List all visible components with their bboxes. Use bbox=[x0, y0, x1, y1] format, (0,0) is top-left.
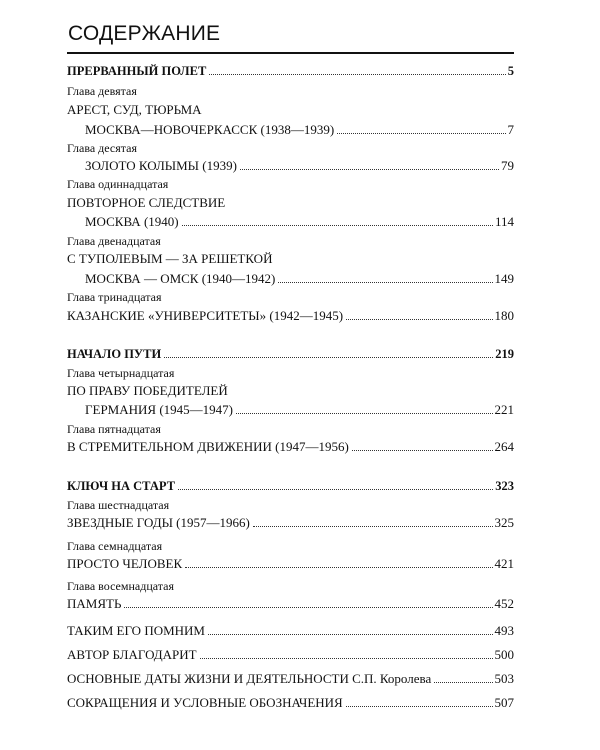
dot-leader bbox=[337, 132, 505, 134]
page-number: 114 bbox=[494, 214, 514, 229]
dot-leader bbox=[178, 488, 493, 490]
part-title: ПРЕРВАННЫЙ ПОЛЕТ bbox=[67, 64, 207, 78]
page-number: 180 bbox=[494, 308, 514, 323]
page-number: 325 bbox=[494, 515, 514, 530]
chapter-label: Глава пятнадцатая bbox=[67, 422, 161, 436]
page-number: 421 bbox=[494, 556, 514, 571]
entry-title: МОСКВА — ОМСК (1940—1942) bbox=[85, 271, 276, 286]
dot-leader bbox=[200, 657, 493, 659]
toc-entry[interactable] bbox=[67, 438, 514, 456]
toc-entry[interactable] bbox=[67, 622, 514, 640]
entry-title: МОСКВА (1940) bbox=[85, 214, 179, 229]
dot-leader bbox=[253, 525, 493, 527]
title-rule bbox=[67, 52, 514, 54]
dot-leader bbox=[124, 606, 492, 608]
toc-entry[interactable] bbox=[85, 157, 514, 175]
chapter-heading: АРЕСТ, СУД, ТЮРЬМА bbox=[67, 102, 202, 117]
chapter-label: Глава четырнадцатая bbox=[67, 366, 175, 380]
entry-title: В СТРЕМИТЕЛЬНОМ ДВИЖЕНИИ (1947—1956) bbox=[67, 439, 349, 454]
page-number: 507 bbox=[494, 695, 514, 710]
page-number: 5 bbox=[507, 64, 514, 78]
toc-entry[interactable] bbox=[85, 270, 514, 288]
part-title: НАЧАЛО ПУТИ bbox=[67, 347, 162, 361]
page-title: СОДЕРЖАНИЕ bbox=[68, 22, 221, 45]
entry-title: ЗОЛОТО КОЛЫМЫ (1939) bbox=[85, 158, 237, 173]
dot-leader bbox=[346, 705, 493, 707]
chapter-label: Глава тринадцатая bbox=[67, 290, 162, 304]
entry-title: СОКРАЩЕНИЯ И УСЛОВНЫЕ ОБОЗНАЧЕНИЯ bbox=[67, 695, 343, 710]
chapter-heading: ПОВТОРНОЕ СЛЕДСТВИЕ bbox=[67, 195, 226, 210]
chapter-label: Глава двенадцатая bbox=[67, 234, 161, 248]
entry-title: ЗВЕЗДНЫЕ ГОДЫ (1957—1966) bbox=[67, 515, 250, 530]
dot-leader bbox=[182, 224, 493, 226]
chapter-label: Глава девятая bbox=[67, 84, 137, 98]
chapter-label: Глава семнадцатая bbox=[67, 539, 163, 553]
dot-leader bbox=[346, 318, 492, 320]
toc-entry[interactable] bbox=[85, 213, 514, 231]
entry-title: ОСНОВНЫЕ ДАТЫ ЖИЗНИ И ДЕЯТЕЛЬНОСТИ С.П. Королева bbox=[67, 671, 432, 686]
dot-leader bbox=[434, 681, 492, 683]
page-number: 493 bbox=[494, 623, 514, 638]
toc-entry[interactable] bbox=[67, 307, 514, 325]
toc-part[interactable] bbox=[67, 345, 514, 363]
toc-entry[interactable] bbox=[67, 694, 514, 712]
chapter-label: Глава одиннадцатая bbox=[67, 177, 169, 191]
page-number: 221 bbox=[494, 402, 514, 417]
page-number: 219 bbox=[495, 347, 514, 361]
chapter-label: Глава шестнадцатая bbox=[67, 498, 170, 512]
toc-entry[interactable] bbox=[85, 401, 514, 419]
chapter-label: Глава восемнадцатая bbox=[67, 579, 174, 593]
dot-leader bbox=[236, 412, 493, 414]
dot-leader bbox=[209, 73, 505, 75]
chapter-heading: ПО ПРАВУ ПОБЕДИТЕЛЕЙ bbox=[67, 383, 228, 398]
toc-entry[interactable] bbox=[85, 121, 514, 139]
page-number: 452 bbox=[494, 596, 514, 611]
toc-part[interactable] bbox=[67, 62, 514, 80]
entry-title: ПАМЯТЬ bbox=[67, 596, 122, 611]
page-number: 79 bbox=[501, 158, 514, 173]
toc-entry[interactable] bbox=[67, 670, 514, 688]
chapter-heading: С ТУПОЛЕВЫМ — ЗА РЕШЕТКОЙ bbox=[67, 251, 273, 266]
toc-entry[interactable] bbox=[67, 595, 514, 613]
toc-entry[interactable] bbox=[67, 555, 514, 573]
page-number: 7 bbox=[507, 122, 514, 137]
toc-entry[interactable] bbox=[67, 646, 514, 664]
page-number: 264 bbox=[494, 439, 514, 454]
dot-leader bbox=[208, 633, 493, 635]
page-number: 149 bbox=[494, 271, 514, 286]
entry-title: ПРОСТО ЧЕЛОВЕК bbox=[67, 556, 183, 571]
dot-leader bbox=[278, 281, 492, 283]
page-number: 500 bbox=[494, 647, 514, 662]
toc-entry[interactable] bbox=[67, 514, 514, 532]
entry-title: ТАКИМ ЕГО ПОМНИМ bbox=[67, 623, 205, 638]
entry-title: ГЕРМАНИЯ (1945—1947) bbox=[85, 402, 233, 417]
entry-title: МОСКВА—НОВОЧЕРКАССК (1938—1939) bbox=[85, 122, 335, 137]
page-number: 503 bbox=[494, 671, 514, 686]
dot-leader bbox=[185, 566, 492, 568]
dot-leader bbox=[352, 449, 493, 451]
part-title: КЛЮЧ НА СТАРТ bbox=[67, 479, 176, 493]
entry-title: КАЗАНСКИЕ «УНИВЕРСИТЕТЫ» (1942—1945) bbox=[67, 308, 344, 323]
dot-leader bbox=[164, 356, 493, 358]
dot-leader bbox=[240, 168, 499, 170]
entry-title: АВТОР БЛАГОДАРИТ bbox=[67, 647, 197, 662]
chapter-label: Глава десятая bbox=[67, 141, 137, 155]
toc-part[interactable] bbox=[67, 477, 514, 495]
page-number: 323 bbox=[495, 479, 514, 493]
